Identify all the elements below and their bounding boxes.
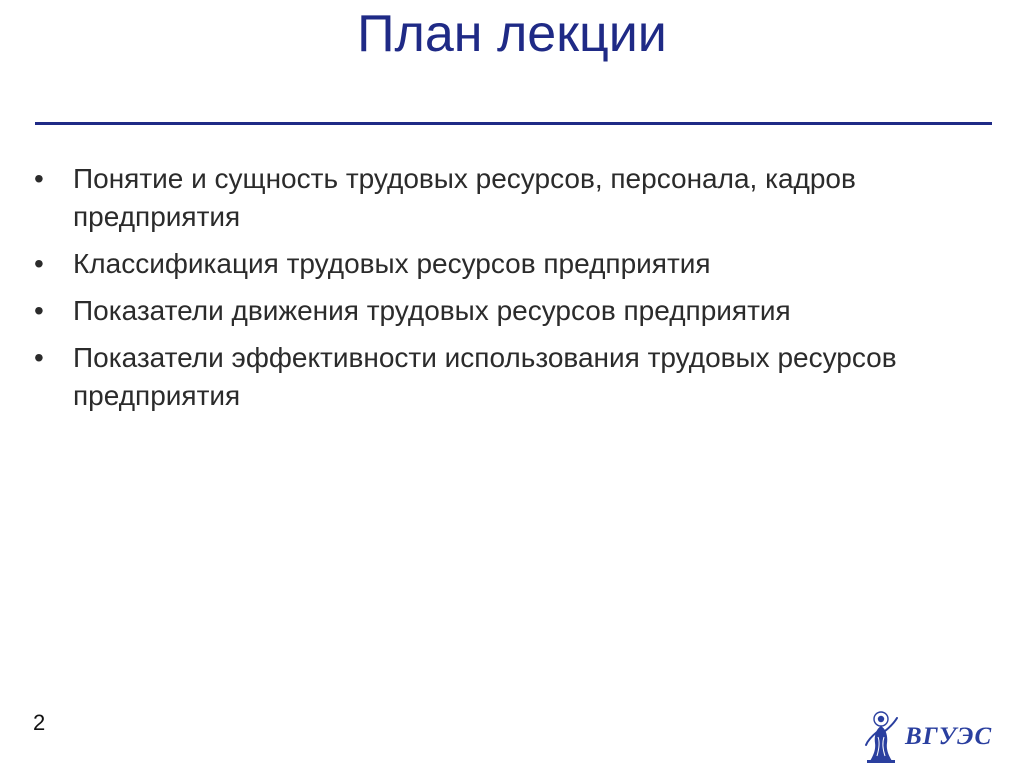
bullet-text: Показатели эффективности использования трудовых ресурсов предприятия <box>73 342 897 411</box>
bullet-text: Классификация трудовых ресурсов предприятия <box>73 248 711 279</box>
page-number: 2 <box>33 710 46 735</box>
slide-title: План лекции <box>357 5 667 63</box>
bullet-list <box>34 160 964 424</box>
bullet-item <box>34 339 964 415</box>
university-logo <box>858 709 994 763</box>
title-underline <box>35 122 992 125</box>
bullet-marker: • <box>34 342 44 373</box>
university-logo-text: ВГУЭС <box>905 723 993 750</box>
university-emblem-icon <box>858 709 904 763</box>
bullet-marker: • <box>34 163 44 194</box>
bullet-item <box>34 160 964 236</box>
bullet-text: Понятие и сущность трудовых ресурсов, персонала, кадров предприятия <box>73 163 856 232</box>
bullet-item <box>34 245 964 283</box>
bullet-marker: • <box>34 248 44 279</box>
bullet-item <box>34 292 964 330</box>
bullet-text: Показатели движения трудовых ресурсов предприятия <box>73 295 791 326</box>
bullet-marker: • <box>34 295 44 326</box>
